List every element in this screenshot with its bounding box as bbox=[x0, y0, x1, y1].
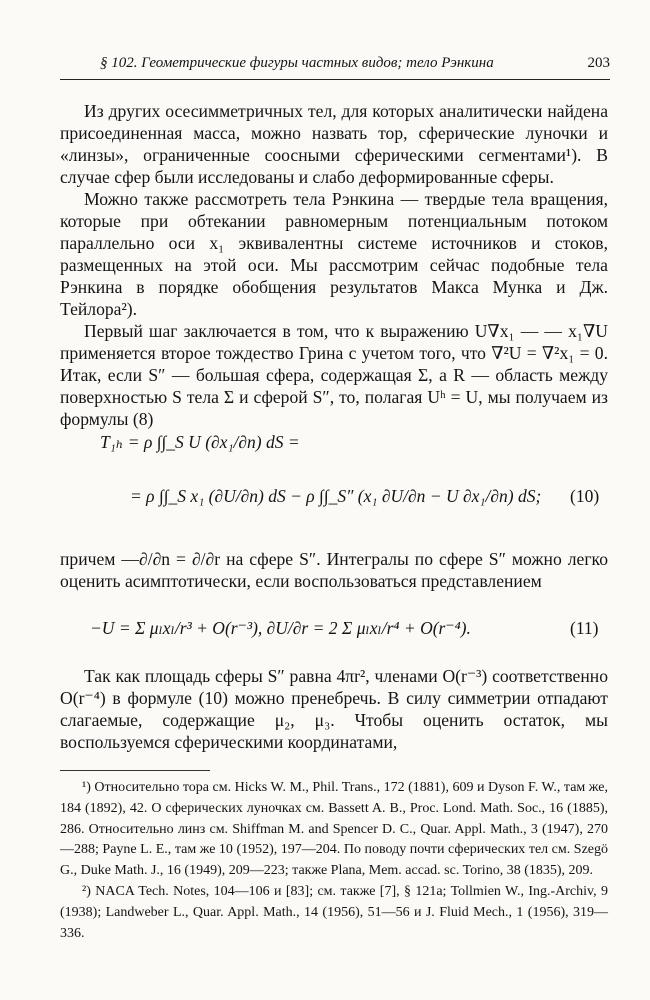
equation-10-line-1: T₁ₕ = ρ ∫∫_S U (∂x₁/∂n) dS = bbox=[100, 432, 300, 452]
equation-10-number: (10) bbox=[570, 486, 600, 506]
paragraph-5: Так как площадь сферы S″ равна 4πr², членами O(r⁻³) соответственно O(r⁻⁴) в формуле (10) можно пренебречь. В силу симметрии отпадают слагаемые, содержащие μ₂, μ₃. Чтобы оценить остаток, мы воспользуемся сферическими координатами, bbox=[60, 666, 608, 752]
body-text-middle bbox=[60, 548, 608, 592]
paragraph-4: причем —∂/∂n = ∂/∂r на сфере S″. Интегралы по сфере S″ можно легко оценить асимптотически, если воспользоваться представлением bbox=[60, 549, 608, 591]
body-text-bottom bbox=[60, 665, 608, 753]
footnote-rule bbox=[60, 770, 210, 771]
equation-11: −U = Σ μₗxₗ/r³ + O(r⁻³), ∂U/∂r = 2 Σ μₗxₗ/r⁴ + O(r⁻⁴). bbox=[90, 618, 471, 638]
paragraph-3: Первый шаг заключается в том, что к выражению U∇x₁ — — x₁∇U применяется второе тождество Грина с учетом того, что ∇²U = ∇²x₁ = 0. Итак, если S″ — большая сфера, содержащая Σ, а R — область между поверхностью S тела Σ и сферой S″, то, полагая Uʰ = U, мы получаем из формулы (8) bbox=[60, 321, 608, 429]
footnotes bbox=[60, 778, 608, 944]
section-title: § 102. Геометрические фигуры частных видов; тело Рэнкина bbox=[100, 55, 494, 71]
footnote-2: ²) NACA Tech. Notes, 104—106 и [83]; см. также [7], § 121a; Tollmien W., Ing.-Archiv, 9 (1938); Landweber L., Quar. Appl. Math., 14 (1956), 51—56 и J. Fluid Mech., 1 (1956), 319—336. bbox=[60, 883, 608, 941]
equation-11-number: (11) bbox=[570, 618, 599, 638]
body-text-top bbox=[60, 100, 608, 430]
page-number: 203 bbox=[587, 55, 610, 71]
footnote-1: ¹) Относительно тора см. Hicks W. M., Phil. Trans., 172 (1881), 609 и Dyson F. W., там же, 184 (1892), 42. О сферических луночках см. Bassett A. B., Proc. Lond. Math. Soc., 16 (1885), 286. Относительно линз см. Shiffman M. and Spencer D. C., Quar. Appl. Math., 3 (1947), 270—288; Payne L. E., там же 10 (1952), 197—204. По поводу почти сферических тел см. Szegö G., Duke Math. J., 16 (1949), 209—223; также Plana, Mem. accad. sc. Torino, 38 (1835), 209. bbox=[60, 780, 608, 879]
paragraph-1: Из других осесимметричных тел, для которых аналитически найдена присоединенная масса, можно назвать тор, сферические луночки и «линзы», ограниченные соосными сферическими сегментами¹). В случае сфер были исследованы и слабо деформированные сферы. bbox=[60, 101, 608, 187]
paragraph-2: Можно также рассмотреть тела Рэнкина — твердые тела вращения, которые при обтекании равномерным потенциальным потоком параллельно оси x₁ эквивалентны системе источников и стоков, размещенных на этой оси. Мы рассмотрим сейчас подобные тела Рэнкина в порядке обобщения результатов Макса Мунка и Дж. Тейлора²). bbox=[60, 189, 608, 319]
running-header bbox=[60, 55, 610, 80]
equation-10-line-2: = ρ ∫∫_S x₁ (∂U/∂n) dS − ρ ∫∫_S″ (x₁ ∂U/∂n − U ∂x₁/∂n) dS; bbox=[130, 486, 542, 506]
